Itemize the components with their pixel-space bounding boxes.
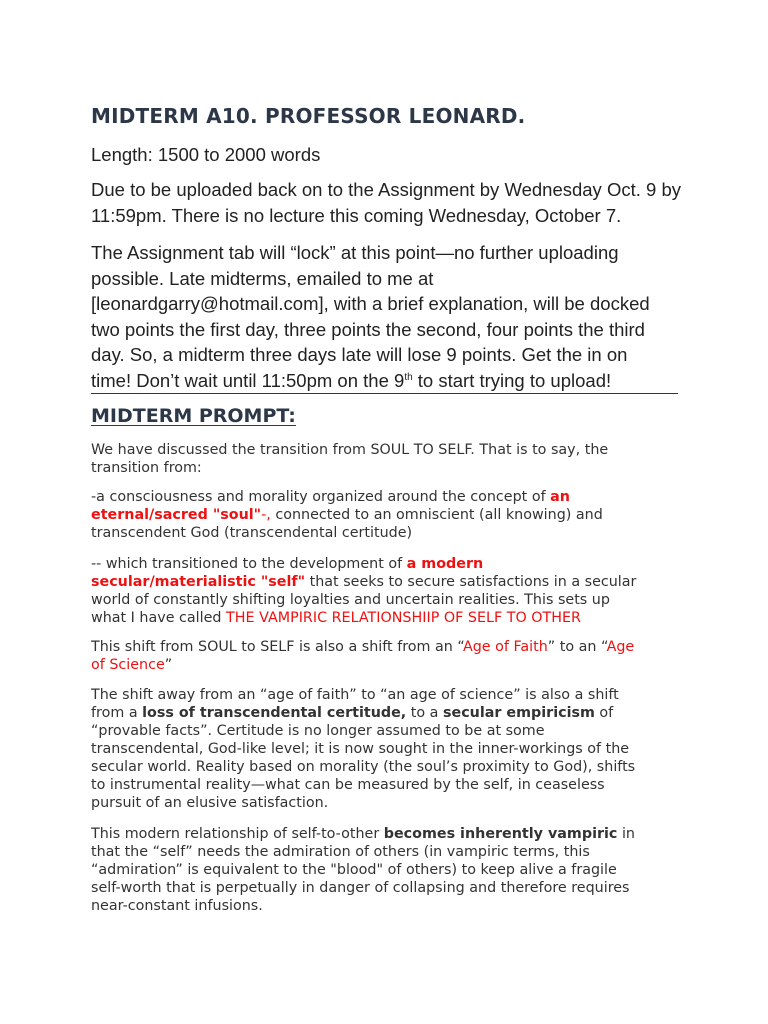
prompt-paragraph-faith-science bbox=[91, 638, 681, 674]
prompt-paragraph-certitude bbox=[91, 686, 681, 812]
late-policy-line: [leonardgarry@hotmail.com], with a brief explanation, will be docked bbox=[91, 293, 650, 314]
prompt-paragraph-self bbox=[91, 555, 681, 627]
prompt-paragraph-vampiric bbox=[91, 825, 681, 915]
late-policy-line: to start trying to upload! bbox=[412, 369, 612, 391]
paragraph-text: ” bbox=[164, 657, 173, 673]
document-title: MIDTERM A10. PROFESSOR LEONARD. bbox=[91, 104, 526, 128]
paragraph-text: -- which transitioned to the development of bbox=[91, 556, 407, 572]
prompt-paragraph-soul bbox=[91, 488, 681, 542]
due-line: 11:59pm. There is no lecture this coming Wednesday, October 7. bbox=[91, 204, 622, 226]
paragraph-line: near-constant infusions. bbox=[91, 898, 263, 914]
paragraph-line: transition from: bbox=[91, 460, 202, 476]
highlight-text: of Science bbox=[91, 657, 165, 673]
paragraph-text: -a consciousness and morality organized around the concept of bbox=[91, 489, 551, 505]
ordinal-suffix: th bbox=[404, 371, 413, 383]
highlight-text: Age of Faith bbox=[462, 639, 548, 655]
paragraph-text: This shift from SOUL to SELF is also a shift from an “ bbox=[91, 639, 463, 655]
paragraph-text: in bbox=[617, 826, 635, 842]
paragraph-text: that seeks to secure satisfactions in a secular bbox=[305, 574, 637, 590]
late-policy-line: possible. Late midterms, emailed to me at bbox=[91, 267, 434, 289]
paragraph-text: what I have called bbox=[91, 610, 227, 626]
highlight-text: an bbox=[550, 489, 570, 505]
late-policy-line: time! Don’t wait until 11:50pm on the 9 bbox=[91, 369, 405, 391]
highlight-text: THE VAMPIRIC RELATIONSHIIP OF SELF TO OTHER bbox=[226, 610, 581, 626]
length-text: Length: 1500 to 2000 words bbox=[91, 144, 321, 165]
highlight-text: a modern bbox=[406, 556, 484, 572]
late-policy-line: The Assignment tab will “lock” at this point—no further uploading bbox=[91, 242, 619, 263]
emphasis-text: becomes inherently vampiric bbox=[383, 826, 618, 842]
paragraph-text: This modern relationship of self-to-other bbox=[91, 826, 384, 842]
paragraph-text: from a bbox=[91, 705, 143, 721]
paragraph-line: We have discussed the transition from SOUL TO SELF. That is to say, the bbox=[91, 442, 609, 458]
paragraph-line: world of constantly shifting loyalties and uncertain realities. This sets up bbox=[91, 592, 610, 608]
emphasis-text: secular empiricism bbox=[442, 705, 595, 721]
due-date-paragraph bbox=[91, 177, 683, 228]
paragraph-line: “provable facts”. Certitude is no longer assumed to be at some bbox=[91, 723, 545, 739]
paragraph-line: pursuit of an elusive satisfaction. bbox=[91, 795, 329, 811]
late-policy-paragraph bbox=[91, 240, 683, 393]
paragraph-line: self-worth that is perpetually in danger of collapsing and therefore requires bbox=[91, 880, 630, 896]
highlight-text: eternal/sacred "soul" bbox=[91, 507, 262, 523]
late-policy-line: day. So, a midterm three days late will lose 9 points. Get the in on bbox=[91, 344, 628, 365]
late-policy-line: two points the first day, three points the second, four points the third bbox=[91, 318, 645, 340]
paragraph-text: ” to an “ bbox=[547, 639, 607, 655]
prompt-paragraph-intro bbox=[91, 441, 681, 477]
highlight-text: secular/materialistic "self" bbox=[91, 574, 306, 590]
due-line: Due to be uploaded back on to the Assignment by Wednesday Oct. 9 by bbox=[91, 179, 681, 200]
paragraph-line: transcendental, God-like level; it is now sought in the inner-workings of the bbox=[91, 741, 630, 757]
emphasis-text: loss of transcendental certitude, bbox=[142, 705, 407, 721]
paragraph-line: “admiration” is equivalent to the "blood" of others) to keep alive a fragile bbox=[91, 862, 617, 878]
paragraph-text: connected to an omniscient (all knowing) and bbox=[270, 507, 603, 523]
paragraph-line: secular world. Reality based on morality (the soul’s proximity to God), shifts bbox=[91, 759, 636, 775]
paragraph-line: The shift away from an “age of faith” to “an age of science” is also a shift bbox=[91, 687, 619, 703]
paragraph-line: that the “self” needs the admiration of others (in vampiric terms, this bbox=[91, 844, 590, 860]
paragraph-line: to instrumental reality—what can be measured by the self, in ceaseless bbox=[91, 777, 605, 793]
highlight-text: -, bbox=[261, 507, 271, 523]
highlight-text: Age bbox=[606, 639, 635, 655]
paragraph-line: transcendent God (transcendental certitude) bbox=[91, 525, 413, 541]
prompt-heading: MIDTERM PROMPT: bbox=[91, 405, 296, 427]
paragraph-text: of bbox=[594, 705, 614, 721]
length-requirement bbox=[91, 142, 683, 168]
horizontal-divider bbox=[91, 393, 678, 394]
paragraph-text: to a bbox=[406, 705, 443, 721]
